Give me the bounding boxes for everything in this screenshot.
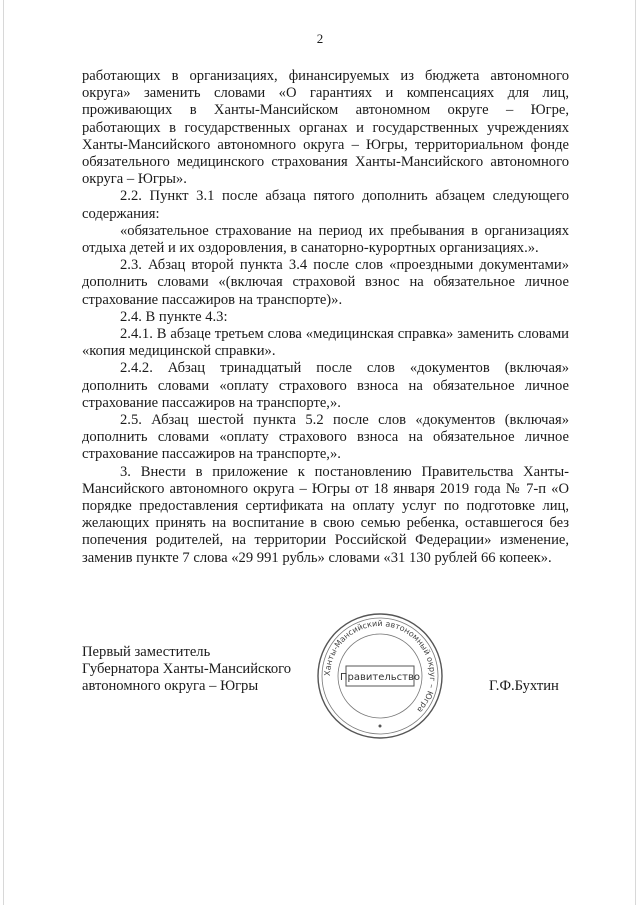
paragraph-2-4: 2.4. В пункте 4.3: (120, 308, 228, 325)
position-line: Губернатора Ханты-Мансийского (82, 661, 292, 678)
paragraph-2-2: 2.2. Пункт 3.1 после абзаца пятого дополнить абзацем следующего содержания: (82, 188, 569, 222)
signatory-name: Г.Ф.Бухтин (489, 678, 559, 694)
paragraph-3: 3. Внести в приложение к постановлению Правительства Ханты-Мансийского автономного округа – Югры от 18 января 2019 года № 7-п «О порядке предоставления сертификата на оплату услуг по подготовке лиц, желающих принять на воспитание в свою семью ребенка, оставшегося без попечения родителей, на территории Российской Федерации» изменение, заменив пункте 7 слова «29 991 рубль» словами «31 130 рублей 66 копеек». (82, 463, 569, 566)
page-edge-right (635, 0, 636, 905)
paragraph-2-4-2: 2.4.2. Абзац тринадцатый после слов «документов (включая» дополнить словами «оплату страхового взноса на обязательное личное страхование пассажиров на транспорте,». (82, 360, 569, 411)
page-edge-left (3, 0, 4, 905)
position-line: Первый заместитель (82, 644, 211, 660)
paragraph-2-3: 2.3. Абзац второй пункта 3.4 после слов «проездными документами» дополнить словами «(включая страховой взнос на обязательное личное страхование пассажиров на транспорте)». (82, 257, 569, 308)
official-stamp (314, 610, 446, 742)
document-body (82, 68, 569, 567)
stamp-dot (379, 725, 382, 728)
position-line: автономного округа – Югры (82, 678, 259, 695)
paragraph-2-4-1: 2.4.1. В абзаце третьем слова «медицинская справка» заменить словами «копия медицинской справки». (82, 326, 569, 360)
page-number: 2 (316, 31, 324, 46)
paragraph-2-5: 2.5. Абзац шестой пункта 5.2 после слов «документов (включая» дополнить словами «оплату страхового взноса на обязательное личное страхование пассажиров на транспорте,». (82, 412, 569, 463)
paragraph-quote: «обязательное страхование на период их пребывания в организациях отдыха детей и их оздоровления, в санаторно-курортных организациях.». (82, 222, 569, 257)
stamp-center-text: Правительство (340, 672, 420, 683)
paragraph-continuation: работающих в организациях, финансируемых из бюджета автономного округа» заменить словами «О гарантиях и компенсациях для лиц, проживающих в Ханты-Мансийском автономном округе – Югре, работающих в государственных органах и государственных учреждениях Ханты-Мансийского автономного округа – Югры, территориальном фонде обязательного медицинского страхования Ханты-Мансийского автономного округа – Югры». (82, 68, 569, 188)
signatory-position (82, 644, 312, 696)
stamp-ring-text: Ханты-Мансийский автономный округ – Югра (322, 618, 438, 715)
